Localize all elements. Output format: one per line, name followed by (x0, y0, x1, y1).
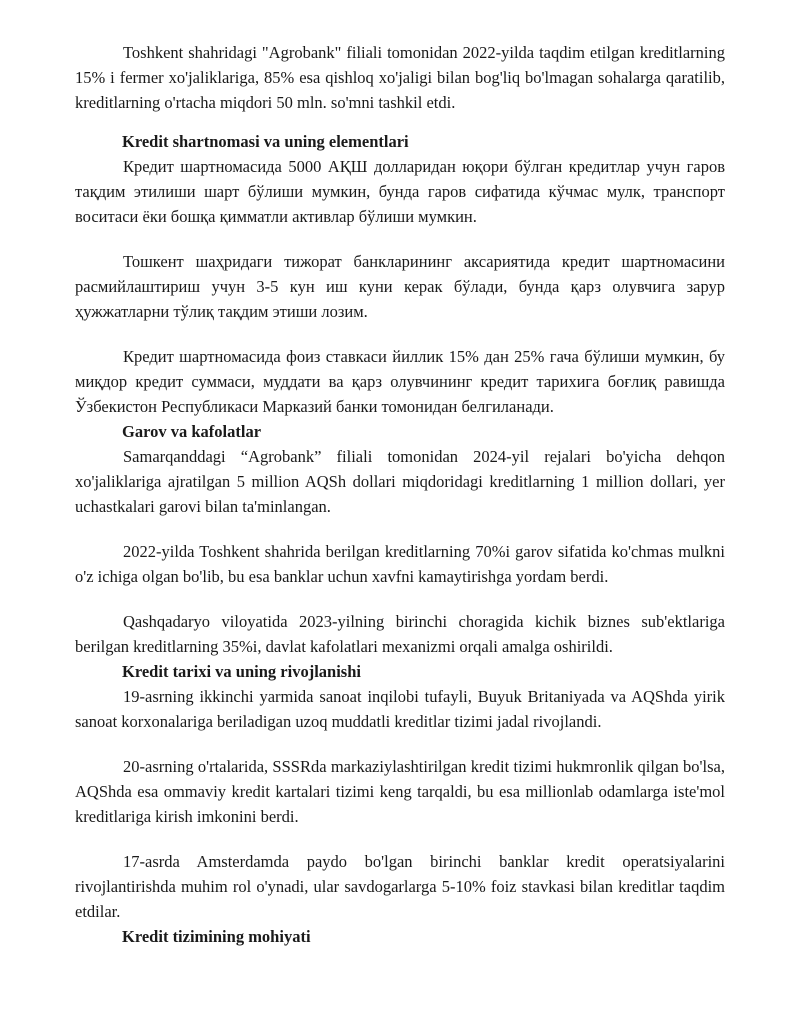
body-paragraph: Кредит шартномасида 5000 АҚШ долларидан юқори бўлган кредитлар учун гаров тақдим этилиши шарт бўлиши мумкин, бунда гаров сифатида кўчмас мулк, транспорт воситаси ёки бошқа қимматли активлар бўлиши мумкин. (75, 157, 725, 226)
section-heading: Kredit tarixi va uning rivojlanishi (122, 662, 361, 681)
section-credit-system-essence (75, 924, 725, 949)
body-paragraph: Кредит шартномасида фоиз ставкаси йиллик 15% дан 25% гача бўлиши мумкин, бу миқдор кредит суммаси, муддати ва қарз олувчининг кредит тарихига боғлиқ равишда Ўзбекистон Республикаси Марказий банки томонидан белгиланади. (75, 347, 725, 416)
body-paragraph: 20-asrning o'rtalarida, SSSRda markaziylashtirilgan kredit tizimi hukmronlik qilgan bo'lsa, AQShda esa ommaviy kredit kartalari tizimi keng tarqaldi, bu esa millionlab odamlarga iste'mol kreditlariga kirish imkonini berdi. (75, 757, 725, 826)
body-paragraph: Тошкент шаҳридаги тижорат банкларининг аксариятида кредит шартномасини расмийлаштириш учун 3-5 кун иш куни керак бўлади, бунда қарз олувчига зарур ҳужжатларни тўлиқ тақдим этиши лозим. (75, 252, 725, 321)
body-paragraph: 2022-yilda Toshkent shahrida berilgan kreditlarning 70%i garov sifatida ko'chmas mulkni o'z ichiga olgan bo'lib, bu esa banklar uchun xavfni kamaytirishga yordam berdi. (75, 542, 725, 586)
body-paragraph: Qashqadaryo viloyatida 2023-yilning birinchi choragida kichik biznes sub'ektlariga berilgan kreditlarning 35%i, davlat kafolatlari mexanizmi orqali amalga oshirildi. (75, 612, 725, 656)
section-collateral-guarantees (75, 419, 725, 659)
document-page (75, 40, 725, 949)
section-credit-history (75, 659, 725, 924)
section-heading: Kredit shartnomasi va uning elementlari (122, 132, 409, 151)
section-heading: Kredit tizimining mohiyati (122, 927, 311, 946)
section-heading: Garov va kafolatlar (122, 422, 262, 441)
body-paragraph: 17-asrda Amsterdamda paydo bo'lgan birinchi banklar kredit operatsiyalarini rivojlantirishda muhim rol o'ynadi, ular savdogarlarga 5-10% foiz stavkasi bilan kreditlar taqdim etdilar. (75, 852, 725, 921)
body-paragraph: 19-asrning ikkinchi yarmida sanoat inqilobi tufayli, Buyuk Britaniyada va AQShda yirik sanoat korxonalariga beriladigan uzoq muddatli kreditlar tizimi jadal rivojlandi. (75, 687, 725, 731)
body-paragraph: Samarqanddagi “Agrobank” filiali tomonidan 2024-yil rejalari bo'yicha dehqon xo'jaliklariga ajratilgan 5 million AQSh dollari miqdoridagi kreditlarning 1 million dollari, yer uchastkalari garovi bilan ta'minlangan. (75, 447, 725, 516)
intro-paragraph: Toshkent shahridagi "Agrobank" filiali tomonidan 2022-yilda taqdim etilgan kreditlarning 15% i fermer xo'jaliklariga, 85% esa qishloq xo'jaligi bilan bog'liq bo'lmagan sohalarga qaratilib, kreditlarning o'rtacha miqdori 50 mln. so'mni tashkil etdi. (75, 43, 725, 112)
section-credit-agreement (75, 129, 725, 419)
